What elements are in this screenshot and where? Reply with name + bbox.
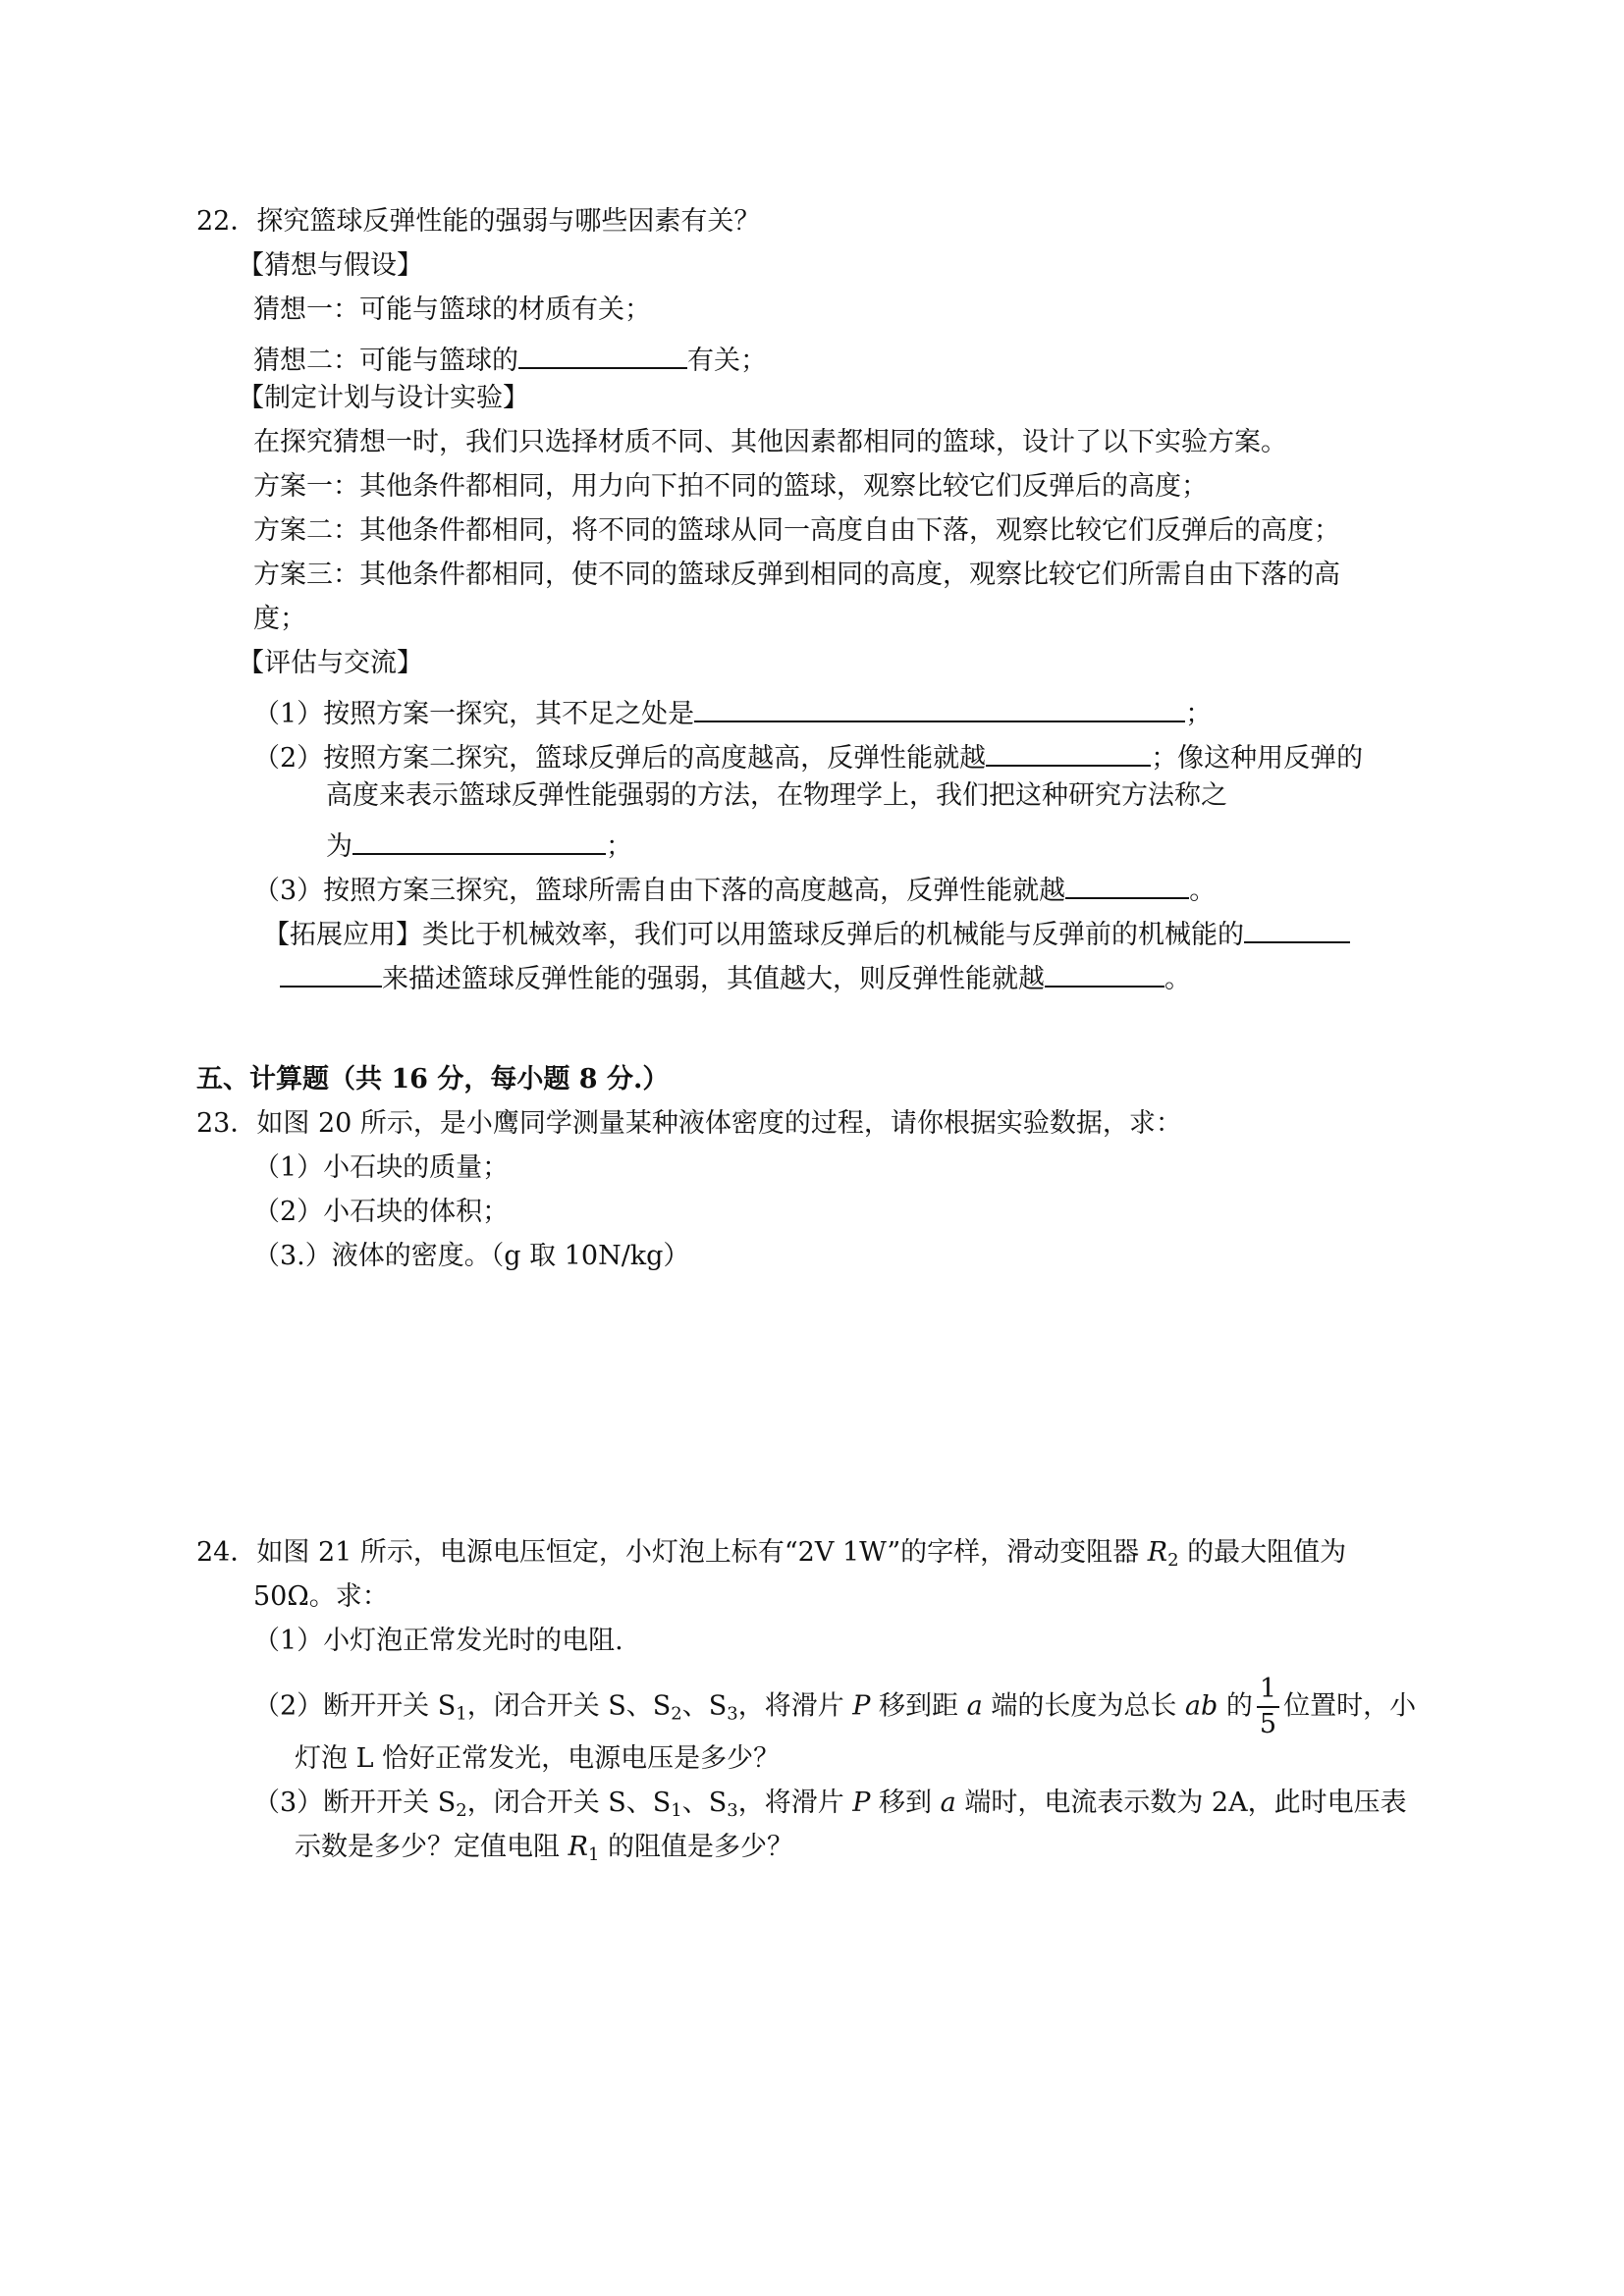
- plan-3-line-1: 方案三：其他条件都相同，使不同的篮球反弹到相同的高度，观察比较它们所需自由下落的高: [253, 560, 1340, 590]
- evaluation-header: 【评估与交流】: [238, 648, 423, 678]
- q24-title-line-2: 50Ω。求：: [253, 1581, 389, 1612]
- eval-2-blank[interactable]: [986, 738, 1151, 767]
- eval-item-1: （1）按照方案一探究，其不足之处是 ；: [253, 694, 1212, 727]
- extension-blank-a[interactable]: [1244, 915, 1350, 943]
- q23-title: 23．如图 20 所示，是小鹰同学测量某种液体密度的过程，请你根据实验数据，求：: [196, 1108, 1182, 1139]
- q24-part-2: （2）断开开关 $S_1$，闭合开关 S、$S_2$、$S_3$，将滑片 P 移到距 a 端的长度为总长 ab 的 $\frac{1}{5}$ 位置时，小: [253, 1674, 1417, 1739]
- q24-title-line-1: 24．如图 21 所示，电源电压恒定，小灯泡上标有“2V 1W”的字样，滑动变阻器 $R_2$ 的最大阻值为: [196, 1537, 1347, 1571]
- hypothesis-header: 【猜想与假设】: [238, 250, 423, 281]
- plan-intro: 在探究猜想一时，我们只选择材质不同、其他因素都相同的篮球，设计了以下实验方案。: [253, 427, 1287, 457]
- q23-part-2: （2）小石块的体积；: [253, 1197, 510, 1227]
- extension-blank-c[interactable]: [1045, 959, 1164, 988]
- q24-part-3-line-2: 示数是多少？定值电阻 $R_1$ 的阻值是多少？: [295, 1832, 793, 1865]
- eval-item-2: （2）按照方案二探究，篮球反弹后的高度越高，反弹性能就越 ；像这种用反弹的: [253, 738, 1363, 772]
- hypothesis-2: 猜想二：可能与篮球的 有关；: [253, 341, 767, 374]
- eval-item-2-line-2: 高度来表示篮球反弹性能强弱的方法，在物理学上，我们把这种研究方法称之: [326, 780, 1227, 811]
- q23-part-1: （1）小石块的质量；: [253, 1152, 510, 1183]
- eval-item-2-line-3: 为 ；: [326, 827, 632, 860]
- plan-1: 方案一：其他条件都相同，用力向下拍不同的篮球，观察比较它们反弹后的高度；: [253, 471, 1208, 502]
- hypothesis-2-blank[interactable]: [518, 341, 687, 369]
- extension-line-2: 来描述篮球反弹性能的强弱，其值越大，则反弹性能就越 。: [280, 959, 1191, 992]
- hypothesis-1: 猜想一：可能与篮球的材质有关；: [253, 294, 651, 325]
- q24-part-3: （3）断开开关 $S_2$，闭合开关 S、$S_1$、$S_3$，将滑片 P 移到 a 端时，电流表示数为 2A，此时电压表: [253, 1788, 1407, 1821]
- eval-1-blank[interactable]: [694, 694, 1185, 722]
- fraction-one-fifth: $\frac{1}{5}$: [1257, 1673, 1279, 1741]
- extension-blank-b[interactable]: [280, 959, 382, 988]
- eval-2-method-blank[interactable]: [352, 827, 606, 855]
- q22-title: 22．探究篮球反弹性能的强弱与哪些因素有关？: [196, 206, 761, 237]
- eval-item-3: （3）按照方案三探究，篮球所需自由下落的高度越高，反弹性能就越 。: [253, 871, 1216, 904]
- q24-part-1: （1）小灯泡正常发光时的电阻.: [253, 1626, 623, 1656]
- q24-part-2-line-2: 灯泡 L 恰好正常发光，电源电压是多少？: [295, 1743, 781, 1774]
- plan-2: 方案二：其他条件都相同，将不同的篮球从同一高度自由下落，观察比较它们反弹后的高度；: [253, 515, 1340, 546]
- q23-part-3: （3.）液体的密度。（g 取 10N/kg）: [253, 1241, 690, 1271]
- plan-header: 【制定计划与设计实验】: [238, 383, 529, 413]
- extension-line-1: 【拓展应用】类比于机械效率，我们可以用篮球反弹后的机械能与反弹前的机械能的: [263, 915, 1350, 948]
- plan-3-line-2: 度；: [253, 604, 306, 634]
- eval-3-blank[interactable]: [1065, 871, 1189, 899]
- section-5-title: 五、计算题（共 16 分，每小题 8 分.）: [196, 1064, 670, 1095]
